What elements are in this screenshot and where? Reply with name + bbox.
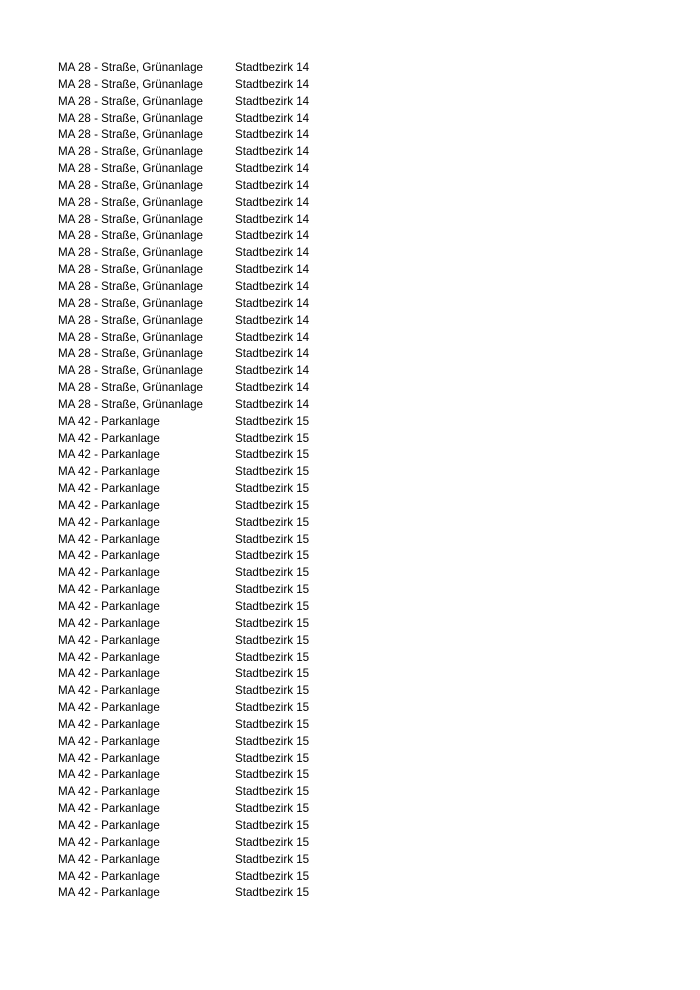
table-row	[58, 616, 355, 633]
table-row	[58, 835, 355, 852]
table-row	[58, 431, 355, 448]
cell-department: MA 28 - Straße, Grünanlage	[58, 279, 203, 293]
cell-department: MA 28 - Straße, Grünanlage	[58, 178, 203, 192]
cell-department: MA 42 - Parkanlage	[58, 717, 160, 731]
cell-department: MA 28 - Straße, Grünanlage	[58, 61, 203, 74]
cell-district: Stadtbezirk 14	[235, 94, 310, 108]
cell-district: Stadtbezirk 14	[235, 195, 310, 209]
cell-department: MA 42 - Parkanlage	[58, 549, 160, 563]
cell-department: MA 42 - Parkanlage	[58, 600, 160, 613]
cell-district: Stadtbezirk 15	[235, 852, 310, 866]
cell-department: MA 42 - Parkanlage	[58, 785, 160, 799]
table-row	[58, 228, 355, 245]
table-row	[58, 818, 355, 835]
cell-department: MA 42 - Parkanlage	[58, 633, 160, 647]
table-row	[58, 801, 355, 818]
cell-department: MA 28 - Straße, Grünanlage	[58, 195, 203, 209]
cell-district: Stadtbezirk 15	[235, 650, 310, 664]
table-row	[58, 380, 355, 397]
cell-district: Stadtbezirk 14	[235, 212, 310, 226]
table-row	[58, 700, 355, 717]
cell-district: Stadtbezirk 14	[235, 111, 310, 125]
cell-district: Stadtbezirk 15	[235, 448, 310, 462]
table-row	[58, 633, 355, 650]
table-row	[58, 532, 355, 549]
cell-district: Stadtbezirk 14	[235, 313, 310, 327]
table-row	[58, 751, 355, 768]
cell-department: MA 42 - Parkanlage	[58, 566, 160, 580]
cell-department: MA 42 - Parkanlage	[58, 498, 160, 512]
cell-district: Stadtbezirk 14	[235, 178, 310, 192]
table-row	[58, 650, 355, 667]
cell-district: Stadtbezirk 15	[235, 482, 310, 496]
cell-department: MA 42 - Parkanlage	[58, 802, 160, 816]
cell-district: Stadtbezirk 15	[235, 431, 310, 445]
cell-department: MA 42 - Parkanlage	[58, 835, 160, 849]
cell-department: MA 42 - Parkanlage	[58, 532, 160, 546]
cell-department: MA 42 - Parkanlage	[58, 583, 160, 597]
table-row	[58, 498, 355, 515]
table-row	[58, 397, 355, 414]
cell-department: MA 28 - Straße, Grünanlage	[58, 111, 203, 125]
cell-department: MA 28 - Straße, Grünanlage	[58, 246, 203, 260]
cell-department: MA 28 - Straße, Grünanlage	[58, 296, 203, 310]
cell-department: MA 42 - Parkanlage	[58, 818, 160, 832]
cell-district: Stadtbezirk 14	[235, 162, 310, 176]
table-body	[58, 60, 355, 902]
cell-district: Stadtbezirk 15	[235, 566, 310, 580]
cell-department: MA 28 - Straße, Grünanlage	[58, 162, 203, 176]
cell-district: Stadtbezirk 15	[235, 414, 310, 428]
table-row	[58, 565, 355, 582]
cell-district: Stadtbezirk 14	[235, 364, 310, 378]
cell-department: MA 42 - Parkanlage	[58, 515, 160, 529]
cell-district: Stadtbezirk 14	[235, 61, 310, 74]
table-row	[58, 414, 355, 431]
cell-district: Stadtbezirk 15	[235, 701, 310, 715]
cell-department: MA 28 - Straße, Grünanlage	[58, 364, 203, 378]
cell-district: Stadtbezirk 15	[235, 734, 310, 748]
cell-district: Stadtbezirk 15	[235, 835, 310, 849]
table-row	[58, 885, 355, 902]
cell-department: MA 42 - Parkanlage	[58, 482, 160, 496]
cell-department: MA 42 - Parkanlage	[58, 414, 160, 428]
table-row	[58, 481, 355, 498]
cell-district: Stadtbezirk 15	[235, 869, 310, 883]
cell-department: MA 42 - Parkanlage	[58, 684, 160, 698]
cell-department: MA 42 - Parkanlage	[58, 667, 160, 681]
cell-district: Stadtbezirk 15	[235, 465, 310, 479]
table-row	[58, 161, 355, 178]
table-row	[58, 245, 355, 262]
table-row	[58, 363, 355, 380]
cell-district: Stadtbezirk 15	[235, 498, 310, 512]
cell-department: MA 28 - Straße, Grünanlage	[58, 212, 203, 226]
cell-district: Stadtbezirk 15	[235, 667, 310, 681]
cell-department: MA 28 - Straße, Grünanlage	[58, 263, 203, 277]
cell-department: MA 28 - Straße, Grünanlage	[58, 229, 203, 243]
cell-department: MA 28 - Straße, Grünanlage	[58, 77, 203, 91]
table-row	[58, 330, 355, 347]
cell-district: Stadtbezirk 14	[235, 381, 310, 395]
cell-district: Stadtbezirk 15	[235, 633, 310, 647]
cell-department: MA 42 - Parkanlage	[58, 650, 160, 664]
cell-district: Stadtbezirk 14	[235, 229, 310, 243]
table-row	[58, 296, 355, 313]
table-row	[58, 60, 355, 77]
cell-department: MA 42 - Parkanlage	[58, 701, 160, 715]
cell-district: Stadtbezirk 15	[235, 684, 310, 698]
table-row	[58, 599, 355, 616]
cell-district: Stadtbezirk 14	[235, 397, 310, 411]
table-row	[58, 127, 355, 144]
table-row	[58, 279, 355, 296]
table-row	[58, 666, 355, 683]
data-table	[58, 60, 355, 902]
cell-district: Stadtbezirk 14	[235, 296, 310, 310]
cell-department: MA 42 - Parkanlage	[58, 869, 160, 883]
table-row	[58, 683, 355, 700]
table-row	[58, 464, 355, 481]
cell-district: Stadtbezirk 15	[235, 583, 310, 597]
cell-department: MA 42 - Parkanlage	[58, 768, 160, 782]
cell-district: Stadtbezirk 15	[235, 768, 310, 782]
table-row	[58, 212, 355, 229]
cell-department: MA 28 - Straße, Grünanlage	[58, 330, 203, 344]
cell-district: Stadtbezirk 15	[235, 515, 310, 529]
table-row	[58, 346, 355, 363]
table-row	[58, 313, 355, 330]
cell-district: Stadtbezirk 15	[235, 717, 310, 731]
cell-department: MA 28 - Straße, Grünanlage	[58, 128, 203, 142]
table-row	[58, 767, 355, 784]
table-row	[58, 178, 355, 195]
table-row	[58, 582, 355, 599]
table-row	[58, 869, 355, 886]
cell-district: Stadtbezirk 14	[235, 330, 310, 344]
cell-department: MA 42 - Parkanlage	[58, 886, 160, 900]
table-row	[58, 262, 355, 279]
cell-district: Stadtbezirk 14	[235, 263, 310, 277]
cell-district: Stadtbezirk 15	[235, 751, 310, 765]
table-row	[58, 548, 355, 565]
table-row	[58, 447, 355, 464]
cell-district: Stadtbezirk 14	[235, 279, 310, 293]
cell-department: MA 42 - Parkanlage	[58, 734, 160, 748]
cell-district: Stadtbezirk 15	[235, 532, 310, 546]
cell-district: Stadtbezirk 15	[235, 616, 310, 630]
cell-department: MA 28 - Straße, Grünanlage	[58, 313, 203, 327]
cell-district: Stadtbezirk 15	[235, 549, 310, 563]
cell-department: MA 42 - Parkanlage	[58, 465, 160, 479]
cell-district: Stadtbezirk 14	[235, 128, 310, 142]
cell-district: Stadtbezirk 14	[235, 246, 310, 260]
cell-department: MA 42 - Parkanlage	[58, 616, 160, 630]
cell-department: MA 42 - Parkanlage	[58, 852, 160, 866]
cell-department: MA 28 - Straße, Grünanlage	[58, 145, 203, 159]
cell-department: MA 28 - Straße, Grünanlage	[58, 94, 203, 108]
table-row	[58, 784, 355, 801]
cell-district: Stadtbezirk 14	[235, 347, 310, 361]
table-row	[58, 144, 355, 161]
table-row	[58, 515, 355, 532]
cell-department: MA 28 - Straße, Grünanlage	[58, 397, 203, 411]
table-row	[58, 734, 355, 751]
cell-department: MA 28 - Straße, Grünanlage	[58, 347, 203, 361]
cell-district: Stadtbezirk 15	[235, 818, 310, 832]
cell-district: Stadtbezirk 15	[235, 600, 310, 613]
cell-district: Stadtbezirk 14	[235, 77, 310, 91]
cell-department: MA 42 - Parkanlage	[58, 431, 160, 445]
cell-department: MA 42 - Parkanlage	[58, 448, 160, 462]
table-row	[58, 852, 355, 869]
table-row	[58, 111, 355, 128]
table-row	[58, 195, 355, 212]
table-row	[58, 77, 355, 94]
cell-department: MA 28 - Straße, Grünanlage	[58, 381, 203, 395]
cell-district: Stadtbezirk 15	[235, 886, 310, 900]
cell-district: Stadtbezirk 15	[235, 802, 310, 816]
table-row	[58, 717, 355, 734]
table-row	[58, 94, 355, 111]
cell-district: Stadtbezirk 15	[235, 785, 310, 799]
cell-district: Stadtbezirk 14	[235, 145, 310, 159]
cell-department: MA 42 - Parkanlage	[58, 751, 160, 765]
